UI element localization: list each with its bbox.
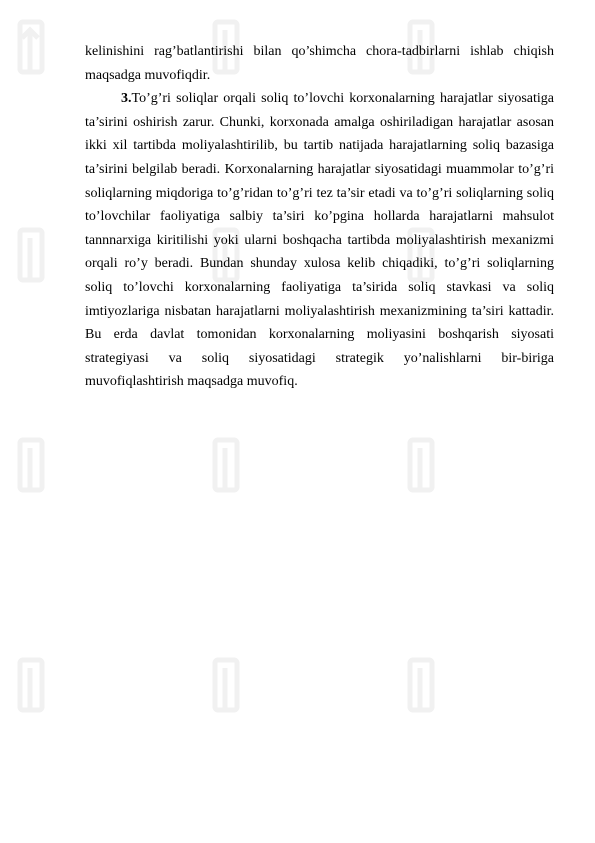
text-line: orqali ro’y beradi. Bundan shunday xulosa kelib chiqadiki, to’g’ri soliqlarning [85, 256, 554, 272]
watermark-icon [215, 660, 237, 710]
text-line: tannnarxiga kiritilishi yoki ularni boshqacha tartibda moliyalashtirish mexanizmi [85, 232, 554, 248]
watermark-icon [20, 22, 42, 72]
text-line: Bu erda davlat tomonidan korxonalarning moliyasini boshqarish siyosati [85, 327, 554, 343]
text-line: soliq to’lovchi korxonalarning faoliyatiga ta’sirida soliq stavkasi va soliq [85, 279, 554, 295]
watermark-icon [20, 230, 42, 280]
watermark-icon [215, 440, 237, 490]
watermark-icon [20, 660, 42, 710]
text-line: soliqlarning miqdoriga to’g’ridan to’g’ri tez ta’sir etadi va to’g’ri soliqlarning soliq [85, 185, 554, 201]
text-line: ikki xil tartibda moliyalashtirilib, bu tartib natijada harajatlarning soliq bazasiga [85, 138, 554, 154]
text-line: imtiyozlariga nisbatan harajatlarni moliyalashtirish mexanizmining ta’siri kattadir. [85, 303, 554, 319]
watermark-icon [410, 440, 432, 490]
paragraph-number: 3. [121, 91, 132, 107]
document-body [85, 40, 554, 394]
text-line: ta’sirini oshirish zarur. Chunki, korxonada amalga oshiriladigan harajatlar asosan [85, 114, 554, 130]
text-line: ta’sirini belgilab beradi. Korxonalarning harajatlar siyosatidagi muammolar to’g’ri [85, 161, 554, 177]
text-line: maqsadga muvofiqdir. [85, 67, 211, 83]
text-line: muvofiqlashtirish maqsadga muvofiq. [85, 374, 298, 390]
text-line: to’lovchilar faoliyatiga salbiy ta’siri ko’pgina hollarda harajatlarni mahsulot [85, 209, 554, 225]
paragraph-first-line [85, 87, 554, 111]
watermark-icon [20, 440, 42, 490]
text-line: kelinishini rag’batlantirishi bilan qo’shimcha chora-tadbirlarni ishlab chiqish [85, 44, 554, 59]
text-line: To’g’ri soliqlar orqali soliq to’lovchi korxonalarning harajatlar siyosatiga [131, 91, 554, 107]
text-line: strategiyasi va soliq siyosatidagi strategik yo’nalishlarni bir-biriga [85, 350, 554, 366]
watermark-icon [410, 660, 432, 710]
